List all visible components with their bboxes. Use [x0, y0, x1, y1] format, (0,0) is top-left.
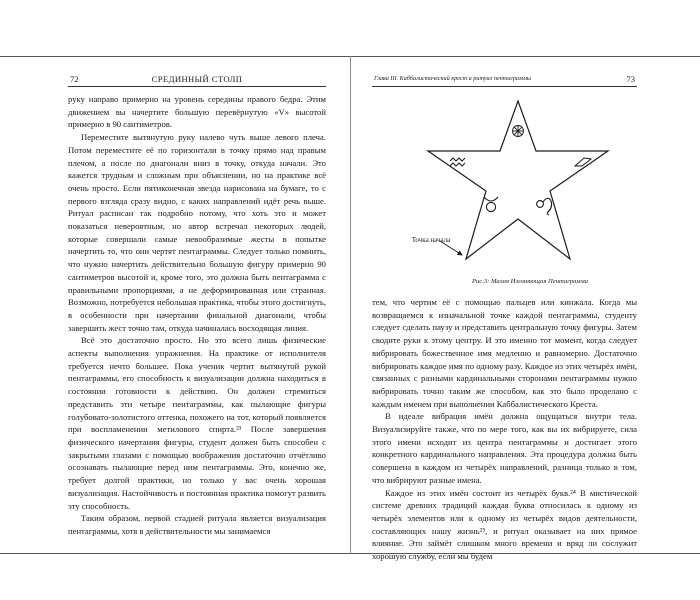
spirit-wheel-icon	[513, 126, 524, 137]
right-page	[372, 72, 637, 563]
right-running-head: Глава III. Каббалистический крест и ритуал пентаграммы	[374, 75, 532, 82]
right-page-number: 73	[626, 74, 635, 84]
pentagram-figure	[372, 93, 637, 296]
left-running-head: СРЕДИННЫЙ СТОЛП	[151, 74, 243, 84]
left-paragraph-2: Переместите вытянутую руку налево чуть выше левого плеча. Потом переместите её по горизонтали в точку прямо над правым плечом, а после по диагонали вниз в точку, откуда начали. Это кажется трудным и сложным при объяснении, но на практике всё очень просто. Если пятиконечная звезда нарисована на бумаге, то с первого взгляда сразу видно, с каких направлений идёт речь выше. Ритуал расписан так подробно потому, что хоть это и может показаться невероятным, но автор встречал некоторых людей, которые совершали самые невообразимые жесты в попытке начертить то, что они чертят пентаграммы. Следует только помнить, что нужно начертить действительно большую фигуру примерно 90 сантиметров высотой и, кроме того, это должна быть пентаграмма с правильными пропорциями, а не деформированная или странная. Возможно, потребуется небольшая практика, чтобы этого достигнуть, в особенности при начертании финальной диагонали, чтобы завершить жест точно там, откуда начиналась восходящая линия.	[68, 132, 326, 333]
left-page-number: 72	[70, 74, 79, 84]
left-paragraph-3: Всё это достаточно просто. Но это всего лишь физические аспекты выполнения упражнения. На практике от исполнителя требуется нечто большее. Пока ученик чертит вытянутой рукой пентаграммы, его способность к визуализации должна находиться в состоянии готовности к действию. Он должен стремиться представить эти четыре пентаграммы, как пылающие фигуры голубовато-золотистого оттенка, похожего на тот, который появляется при воспламенении метилового спирта.²³ После завершения физического начертания фигуры, студент должен быть способен с закрытыми глазами с помощью воображения достаточно отчётливо осознавать пылающие перед ним пентаграммы. Это, конечно же, требует долгой практики, но только у вас очень хорошая визуализация. Настойчивость и постоянная практика помогут развить эту способность.	[68, 335, 326, 511]
right-paragraph-3: Каждое из этих имён состоит из четырёх букв.²⁴ В мистической системе древних традиций каждая буква относилась к одному из четырёх элементов или к одному из четырёх видов деятельности, составляющих нашу жизнь²⁵, и ритуал оказывает на них прямое влияние. Это займёт слишком много времени и вряд ли сослужит хорошую службу, если мы будем	[372, 487, 637, 562]
right-paragraph-1: тем, что чертим её с помощью пальцев или кинжала. Когда мы возвращаемся к изначальной точке каждой пентаграммы, студенту следует сделать паузу и представить центральную точку фигуры. Затем сводите руки к этому центру. И это именно тот момент, когда следует вибрировать божественное имя медленно и равномерно. Достаточно вибрировать каждое имя по одному разу. Каждое из этих четырёх имён, связанных с разными кардинальными сторонами пентаграммы нужно вибрировать точно таким же способом, как это было проделано с каждым именем при выполнении Каббалистического Креста.	[372, 297, 637, 409]
book-gutter	[350, 56, 351, 554]
pentagram-outline	[428, 101, 608, 259]
figure-caption: Рис.3: Малая Изгоняющая Пентаграмма	[471, 278, 589, 285]
left-page-header	[68, 72, 326, 87]
right-paragraph-2: В идеале вибрация имён должна ощущаться внутри тела. Визуализируйте также, что по мере того, как вы их вибрируете, сила этого имени исходит из центра пентаграммы и достигает этого конкретного кардинального направления. Эта процедура должна быть совершена в каждом из четырёх направлений, разница только в том, что вибрируют разные имена.	[372, 411, 637, 485]
right-page-header	[372, 72, 637, 87]
taurus-icon	[484, 197, 498, 212]
pentagram-diagram	[372, 93, 637, 277]
left-paragraph-4: Таким образом, первой стадией ритуала является визуализация пентаграммы, хотя в действительности мы занимаемся	[68, 513, 326, 536]
left-page	[68, 72, 326, 538]
figure-start-label: Точка начала	[411, 236, 451, 244]
left-paragraph-1: руку направо примерно на уровень середины правого бедра. Этим движением вы начертите большую перевёрнутую «V» высотой примерно в 90 сантиметров.	[68, 94, 326, 130]
aquarius-icon	[450, 158, 465, 166]
leo-icon	[537, 198, 552, 215]
